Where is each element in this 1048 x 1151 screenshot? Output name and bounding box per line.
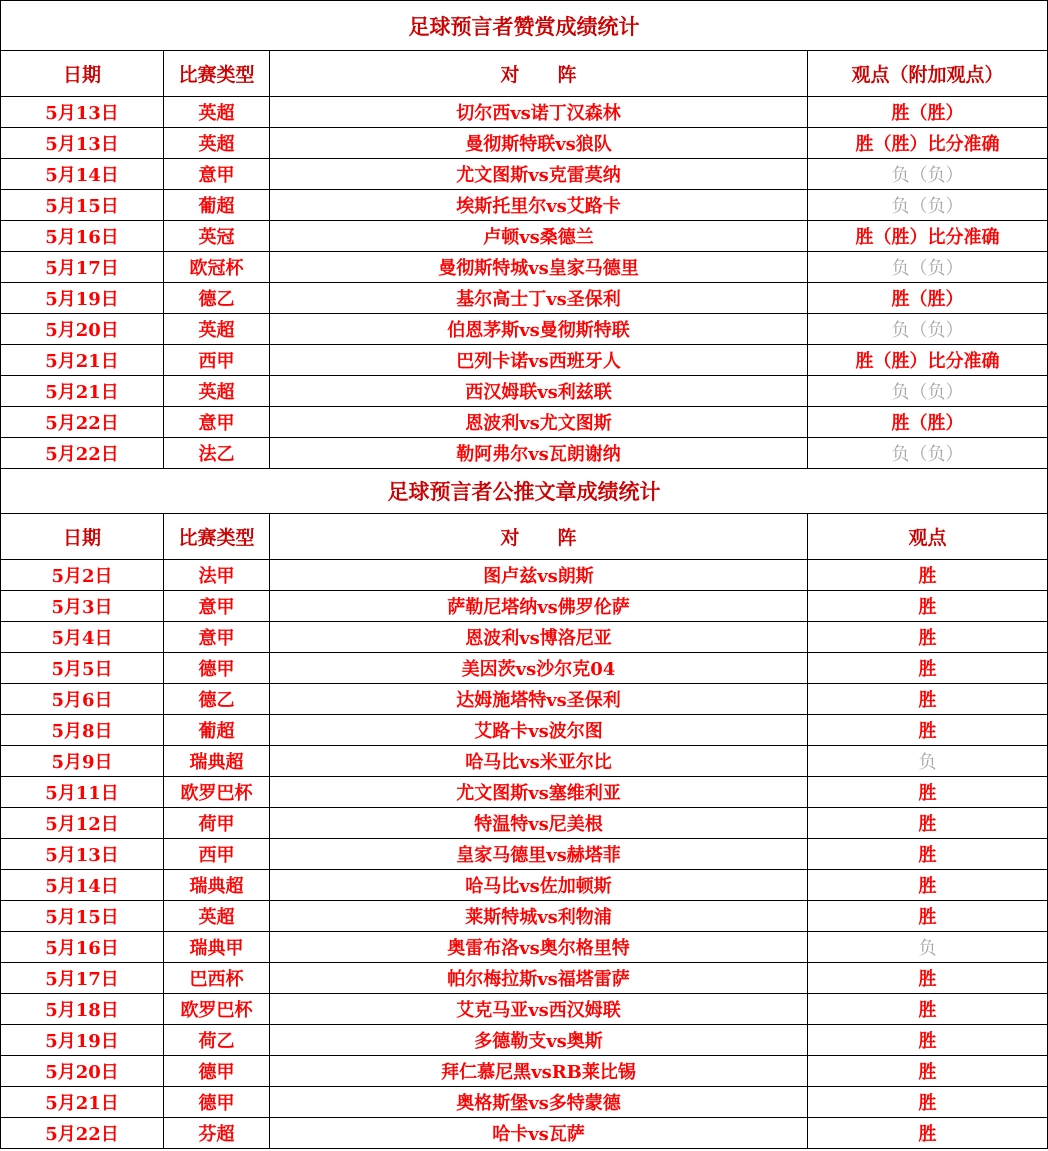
cell-competition: 西甲 [164,345,270,376]
cell-match: 哈卡vs瓦萨 [270,1118,808,1149]
header-prediction: 观点（附加观点） [808,51,1048,97]
cell-competition: 荷甲 [164,808,270,839]
cell-prediction: 胜 [808,560,1048,591]
cell-date: 5月19日 [1,1025,164,1056]
cell-match: 曼彻斯特联vs狼队 [270,128,808,159]
table-row [1,190,1048,221]
cell-match: 艾克马亚vs西汉姆联 [270,994,808,1025]
table-row [1,963,1048,994]
table-row [1,932,1048,963]
cell-competition: 意甲 [164,591,270,622]
cell-competition: 葡超 [164,715,270,746]
cell-date: 5月14日 [1,159,164,190]
table-row [1,376,1048,407]
table-title: 足球预言者赞赏成绩统计 [1,1,1048,51]
cell-prediction: 胜 [808,1056,1048,1087]
cell-match: 奥雷布洛vs奥尔格里特 [270,932,808,963]
cell-competition: 英超 [164,901,270,932]
cell-prediction: 负 [808,932,1048,963]
table-row [1,715,1048,746]
cell-prediction: 胜 [808,1087,1048,1118]
table-row [1,994,1048,1025]
table-row [1,653,1048,684]
cell-date: 5月22日 [1,438,164,469]
cell-date: 5月13日 [1,128,164,159]
cell-date: 5月16日 [1,221,164,252]
cell-date: 5月5日 [1,653,164,684]
cell-prediction: 胜 [808,994,1048,1025]
cell-prediction: 负（负） [808,438,1048,469]
cell-competition: 德甲 [164,1087,270,1118]
cell-match: 莱斯特城vs利物浦 [270,901,808,932]
cell-date: 5月17日 [1,963,164,994]
header-date: 日期 [1,514,164,560]
table-row [1,684,1048,715]
cell-date: 5月17日 [1,252,164,283]
cell-prediction: 胜 [808,777,1048,808]
table-row [1,221,1048,252]
cell-match: 切尔西vs诺丁汉森林 [270,97,808,128]
table-row [1,97,1048,128]
cell-match: 曼彻斯特城vs皇家马德里 [270,252,808,283]
cell-competition: 法甲 [164,560,270,591]
cell-date: 5月20日 [1,314,164,345]
cell-date: 5月15日 [1,190,164,221]
table-row [1,314,1048,345]
table-row [1,283,1048,314]
cell-competition: 瑞典超 [164,870,270,901]
cell-competition: 德甲 [164,1056,270,1087]
cell-prediction: 负（负） [808,314,1048,345]
cell-match: 恩波利vs尤文图斯 [270,407,808,438]
table-row [1,777,1048,808]
cell-date: 5月8日 [1,715,164,746]
cell-competition: 英超 [164,97,270,128]
cell-match: 奥格斯堡vs多特蒙德 [270,1087,808,1118]
cell-match: 基尔高士丁vs圣保利 [270,283,808,314]
cell-prediction: 负（负） [808,190,1048,221]
cell-date: 5月3日 [1,591,164,622]
cell-prediction: 胜 [808,839,1048,870]
cell-match: 帕尔梅拉斯vs福塔雷萨 [270,963,808,994]
cell-competition: 意甲 [164,159,270,190]
cell-competition: 法乙 [164,438,270,469]
cell-match: 恩波利vs博洛尼亚 [270,622,808,653]
cell-prediction: 胜 [808,591,1048,622]
cell-match: 达姆施塔特vs圣保利 [270,684,808,715]
cell-match: 哈马比vs米亚尔比 [270,746,808,777]
cell-competition: 欧罗巴杯 [164,994,270,1025]
cell-date: 5月22日 [1,407,164,438]
cell-date: 5月21日 [1,376,164,407]
cell-prediction: 胜 [808,808,1048,839]
cell-date: 5月14日 [1,870,164,901]
cell-competition: 巴西杯 [164,963,270,994]
cell-prediction: 胜（胜）比分准确 [808,221,1048,252]
cell-competition: 西甲 [164,839,270,870]
cell-match: 尤文图斯vs塞维利亚 [270,777,808,808]
cell-date: 5月9日 [1,746,164,777]
cell-competition: 荷乙 [164,1025,270,1056]
cell-competition: 英冠 [164,221,270,252]
table-row [1,746,1048,777]
table-row [1,870,1048,901]
table-row [1,622,1048,653]
cell-prediction: 胜（胜） [808,97,1048,128]
praise-results-table [0,0,1048,469]
cell-match: 勒阿弗尔vs瓦朗谢纳 [270,438,808,469]
cell-prediction: 胜 [808,622,1048,653]
cell-prediction: 胜 [808,963,1048,994]
table-row [1,159,1048,190]
cell-date: 5月18日 [1,994,164,1025]
cell-match: 美因茨vs沙尔克04 [270,653,808,684]
cell-competition: 瑞典超 [164,746,270,777]
table-row [1,901,1048,932]
cell-match: 巴列卡诺vs西班牙人 [270,345,808,376]
cell-competition: 英超 [164,314,270,345]
cell-prediction: 胜 [808,1118,1048,1149]
cell-competition: 葡超 [164,190,270,221]
table-body [1,97,1048,469]
cell-competition: 意甲 [164,622,270,653]
header-competition: 比赛类型 [164,514,270,560]
cell-prediction: 胜 [808,684,1048,715]
cell-match: 拜仁慕尼黑vsRB莱比锡 [270,1056,808,1087]
cell-date: 5月19日 [1,283,164,314]
cell-prediction: 胜 [808,901,1048,932]
cell-competition: 英超 [164,128,270,159]
cell-prediction: 胜（胜） [808,283,1048,314]
cell-match: 卢顿vs桑德兰 [270,221,808,252]
article-results-table [0,469,1048,1149]
cell-match: 艾路卡vs波尔图 [270,715,808,746]
cell-date: 5月21日 [1,1087,164,1118]
table-row [1,591,1048,622]
cell-date: 5月16日 [1,932,164,963]
cell-prediction: 负（负） [808,376,1048,407]
header-prediction: 观点 [808,514,1048,560]
cell-date: 5月13日 [1,839,164,870]
table-row [1,1025,1048,1056]
cell-date: 5月13日 [1,97,164,128]
cell-date: 5月15日 [1,901,164,932]
table-row [1,1087,1048,1118]
table-row [1,252,1048,283]
table-row [1,839,1048,870]
cell-date: 5月4日 [1,622,164,653]
table-row [1,438,1048,469]
cell-date: 5月20日 [1,1056,164,1087]
cell-prediction: 胜 [808,870,1048,901]
cell-prediction: 胜（胜）比分准确 [808,345,1048,376]
table-row [1,1118,1048,1149]
cell-competition: 德乙 [164,283,270,314]
cell-competition: 德甲 [164,653,270,684]
cell-competition: 欧冠杯 [164,252,270,283]
header-match: 对 阵 [270,514,808,560]
cell-date: 5月2日 [1,560,164,591]
cell-competition: 瑞典甲 [164,932,270,963]
cell-match: 多德勒支vs奥斯 [270,1025,808,1056]
cell-match: 尤文图斯vs克雷莫纳 [270,159,808,190]
cell-prediction: 胜 [808,1025,1048,1056]
table-row [1,808,1048,839]
table-row [1,128,1048,159]
cell-prediction: 负（负） [808,252,1048,283]
cell-competition: 德乙 [164,684,270,715]
cell-competition: 英超 [164,376,270,407]
cell-date: 5月6日 [1,684,164,715]
table-title: 足球预言者公推文章成绩统计 [1,469,1048,514]
cell-date: 5月22日 [1,1118,164,1149]
cell-match: 埃斯托里尔vs艾路卡 [270,190,808,221]
cell-prediction: 负（负） [808,159,1048,190]
header-date: 日期 [1,51,164,97]
cell-competition: 芬超 [164,1118,270,1149]
header-match: 对 阵 [270,51,808,97]
cell-prediction: 胜 [808,653,1048,684]
cell-date: 5月12日 [1,808,164,839]
cell-competition: 欧罗巴杯 [164,777,270,808]
table-row [1,407,1048,438]
header-competition: 比赛类型 [164,51,270,97]
cell-match: 皇家马德里vs赫塔菲 [270,839,808,870]
cell-match: 萨勒尼塔纳vs佛罗伦萨 [270,591,808,622]
cell-competition: 意甲 [164,407,270,438]
cell-date: 5月11日 [1,777,164,808]
cell-match: 哈马比vs佐加顿斯 [270,870,808,901]
table-body [1,560,1048,1149]
cell-match: 特温特vs尼美根 [270,808,808,839]
cell-date: 5月21日 [1,345,164,376]
table-row [1,560,1048,591]
table-row [1,1056,1048,1087]
cell-match: 图卢兹vs朗斯 [270,560,808,591]
cell-prediction: 胜（胜） [808,407,1048,438]
cell-prediction: 胜 [808,715,1048,746]
cell-prediction: 胜（胜）比分准确 [808,128,1048,159]
cell-prediction: 负 [808,746,1048,777]
cell-match: 西汉姆联vs利兹联 [270,376,808,407]
table-row [1,345,1048,376]
cell-match: 伯恩茅斯vs曼彻斯特联 [270,314,808,345]
